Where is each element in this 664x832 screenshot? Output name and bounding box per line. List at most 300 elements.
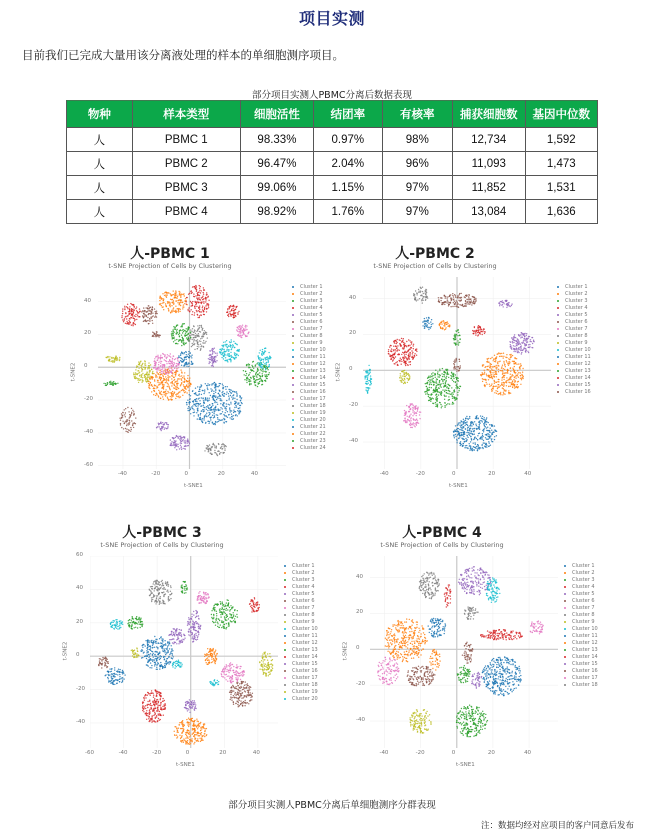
header-species: 物种 [67,101,133,128]
legend-label: Cluster 12 [572,639,598,646]
table-cell: 11,852 [452,176,525,200]
legend-label: Cluster 15 [565,381,591,388]
legend-item [564,590,598,597]
y-tick-label: 40 [356,573,363,580]
x-axis-label: t-SNE1 [176,762,195,768]
legend-label: Cluster 13 [565,367,591,374]
table-cell: 人 [67,176,133,200]
legend-label: Cluster 3 [572,576,595,583]
header-sample-type: 样本类型 [132,101,240,128]
table-row [67,128,598,152]
table-row [67,152,598,176]
legend-dot-icon [292,447,294,449]
legend-label: Cluster 8 [292,611,315,618]
y-tick-label: 20 [76,618,83,625]
table-cell: PBMC 3 [132,176,240,200]
table-cell: 13,084 [452,200,525,224]
footnote: 注：数据均经对应项目的客户同意后发布 [480,821,634,831]
tsne-chart-1 [70,243,335,503]
scatter-plot-area [370,556,558,748]
legend-item [557,353,591,360]
legend-dot-icon [284,649,286,651]
legend-dot-icon [284,670,286,672]
legend-label: Cluster 14 [292,653,318,660]
legend-dot-icon [292,363,294,365]
legend-item [564,625,598,632]
x-tick-label: 0 [452,471,456,477]
x-tick-label: -40 [118,750,128,756]
legend-label: Cluster 12 [300,360,326,367]
legend-item [284,590,318,597]
legend-label: Cluster 9 [300,339,323,346]
table-cell: 1.76% [313,200,382,224]
legend-label: Cluster 4 [572,583,595,590]
y-tick-label: -20 [84,396,93,403]
y-tick-label: -40 [84,428,93,435]
legend-label: Cluster 7 [572,604,595,611]
legend-label: Cluster 1 [565,283,588,290]
table-caption: 部分项目实测人PBMC分离后数据表现 [251,90,413,101]
legend-item [564,618,598,625]
x-tick-label: -60 [85,750,94,756]
legend-label: Cluster 6 [572,597,595,604]
legend-dot-icon [284,614,286,616]
legend-dot-icon [284,586,286,588]
x-tick-label: 40 [252,750,260,756]
legend-label: Cluster 11 [572,632,598,639]
chart-legend [284,562,318,702]
legend-label: Cluster 13 [292,646,318,653]
y-axis-label: t-SNE2 [335,362,342,382]
legend-label: Cluster 16 [300,388,326,395]
legend-item [557,388,591,395]
legend-dot-icon [292,419,294,421]
legend-dot-icon [557,307,559,309]
legend-dot-icon [284,600,286,602]
legend-label: Cluster 5 [300,311,323,318]
y-tick-label: -20 [356,681,365,688]
legend-item [292,374,326,381]
legend-item [292,437,326,444]
y-tick-label: 0 [76,652,80,659]
chart-legend [557,283,591,395]
legend-item [557,318,591,325]
table-cell: PBMC 1 [132,128,240,152]
y-axis-label: t-SNE2 [342,641,349,661]
legend-item [557,374,591,381]
legend-item [284,618,318,625]
chart-title: 人-PBMC 2 [395,246,475,262]
table-row [67,200,598,224]
legend-item [284,674,318,681]
table-cell: 1,636 [525,200,597,224]
table-cell: 人 [67,128,133,152]
scatter-plot-area [363,277,551,469]
tsne-chart-4 [342,522,607,782]
x-tick-label: 0 [185,750,190,756]
table-cell: 1.15% [313,176,382,200]
x-tick-label: 20 [488,471,496,477]
legend-item [292,297,326,304]
legend-label: Cluster 2 [565,290,588,297]
y-axis-label: t-SNE2 [62,641,69,661]
x-tick-label: -40 [379,750,389,756]
x-tick-label: 20 [219,750,227,756]
legend-item [284,583,318,590]
y-tick-label: 0 [349,366,353,373]
x-tick-label: -40 [379,471,389,477]
y-tick-label: 40 [76,585,83,592]
legend-dot-icon [564,649,566,651]
legend-dot-icon [284,579,286,581]
legend-label: Cluster 1 [572,562,595,569]
page-title: 项目实测 [298,9,365,28]
table-cell: 98.92% [240,200,313,224]
pbmc-data-table [66,100,598,224]
legend-dot-icon [564,635,566,637]
legend-dot-icon [292,398,294,400]
legend-label: Cluster 15 [292,660,318,667]
legend-item [557,297,591,304]
legend-dot-icon [557,377,559,379]
legend-item [284,611,318,618]
legend-item [564,569,598,576]
y-tick-label: 0 [356,645,360,652]
legend-dot-icon [292,405,294,407]
legend-item [564,604,598,611]
legend-dot-icon [564,593,566,595]
y-tick-label: -40 [349,438,358,445]
legend-dot-icon [292,335,294,337]
legend-item [557,339,591,346]
legend-label: Cluster 1 [300,283,323,290]
chart-title: 人-PBMC 3 [122,525,202,541]
legend-label: Cluster 17 [292,674,318,681]
legend-item [292,395,326,402]
legend-dot-icon [564,600,566,602]
legend-label: Cluster 11 [292,632,318,639]
legend-item [292,332,326,339]
table-cell: 97% [382,200,452,224]
legend-dot-icon [564,663,566,665]
legend-label: Cluster 14 [572,653,598,660]
legend-label: Cluster 7 [300,325,323,332]
y-tick-label: -60 [84,461,93,468]
legend-label: Cluster 19 [300,409,326,416]
x-axis-label: t-SNE1 [184,483,203,489]
legend-dot-icon [292,300,294,302]
x-tick-label: 40 [524,750,532,756]
table-cell: 人 [67,152,133,176]
legend-dot-icon [557,293,559,295]
legend-label: Cluster 14 [300,374,326,381]
y-tick-label: 60 [76,552,83,558]
legend-item [557,360,591,367]
x-tick-label: 20 [487,750,495,756]
legend-label: Cluster 20 [292,695,318,702]
chart-subtitle: t-SNE Projection of Cells by Clustering [373,262,497,270]
x-axis-label: t-SNE1 [456,762,475,768]
y-tick-label: 20 [356,609,363,616]
scatter-plot-area [90,556,278,748]
legend-item [292,367,326,374]
legend-label: Cluster 5 [572,590,595,597]
legend-item [557,290,591,297]
table-cell: 99.06% [240,176,313,200]
header-captured-cells: 捕获细胞数 [452,101,525,128]
legend-label: Cluster 17 [300,395,326,402]
table-cell: 人 [67,200,133,224]
legend-dot-icon [557,300,559,302]
tsne-chart-2 [335,243,600,503]
legend-label: Cluster 4 [292,583,315,590]
legend-dot-icon [557,286,559,288]
legend-label: Cluster 3 [565,297,588,304]
x-tick-label: -20 [415,750,425,756]
legend-label: Cluster 21 [300,423,326,430]
legend-label: Cluster 5 [565,311,588,318]
x-tick-label: 40 [251,471,259,477]
legend-dot-icon [292,307,294,309]
legend-item [292,360,326,367]
legend-label: Cluster 6 [565,318,588,325]
table-cell: 98.33% [240,128,313,152]
legend-label: Cluster 4 [565,304,588,311]
legend-dot-icon [284,677,286,679]
legend-item [284,653,318,660]
legend-dot-icon [292,440,294,442]
legend-label: Cluster 6 [300,318,323,325]
legend-item [564,653,598,660]
legend-item [292,290,326,297]
header-viability: 细胞活性 [240,101,313,128]
legend-dot-icon [284,663,286,665]
legend-item [564,646,598,653]
legend-item [292,402,326,409]
x-tick-label: -20 [152,750,162,756]
legend-item [564,611,598,618]
chart-subtitle: t-SNE Projection of Cells by Clustering [380,541,504,549]
table-cell: 97% [382,176,452,200]
legend-item [292,318,326,325]
table-cell: 0.97% [313,128,382,152]
legend-item [284,646,318,653]
legend-dot-icon [284,607,286,609]
legend-dot-icon [292,370,294,372]
figure-caption: 部分项目实测人PBMC分离后单细胞测序分群表现 [228,800,436,811]
scatter-plot-area [98,277,286,469]
legend-item [564,667,598,674]
tsne-chart-3 [62,522,327,782]
legend-dot-icon [564,677,566,679]
legend-item [557,283,591,290]
x-axis-label: t-SNE1 [449,483,468,489]
x-tick-label: 20 [217,471,225,477]
chart-legend [564,562,598,688]
intro-text: 目前我们已完成大量用该分离液处理的样本的单细胞测序项目。 [22,48,344,62]
legend-item [564,576,598,583]
legend-item [564,583,598,590]
y-tick-label: -20 [76,685,85,692]
legend-item [284,667,318,674]
legend-dot-icon [292,391,294,393]
legend-label: Cluster 2 [572,569,595,576]
legend-label: Cluster 20 [300,416,326,423]
legend-item [292,346,326,353]
legend-item [284,604,318,611]
table-header-row [67,101,598,128]
table-cell: 12,734 [452,128,525,152]
x-tick-label: -40 [117,471,127,477]
legend-dot-icon [284,684,286,686]
x-tick-label: -20 [415,471,425,477]
legend-label: Cluster 1 [292,562,315,569]
x-tick-label: -20 [151,471,161,477]
legend-label: Cluster 12 [565,360,591,367]
y-axis-label: t-SNE2 [70,362,77,382]
legend-item [284,597,318,604]
table-cell: 2.04% [313,152,382,176]
legend-dot-icon [292,321,294,323]
y-tick-label: 20 [84,330,91,337]
legend-label: Cluster 5 [292,590,315,597]
legend-dot-icon [292,293,294,295]
legend-dot-icon [557,384,559,386]
legend-item [557,367,591,374]
legend-dot-icon [564,614,566,616]
legend-item [564,660,598,667]
legend-label: Cluster 9 [565,339,588,346]
chart-title: 人-PBMC 1 [130,246,210,262]
x-tick-label: 0 [451,750,456,756]
table-cell: 1,473 [525,152,597,176]
legend-label: Cluster 22 [300,430,326,437]
legend-item [292,416,326,423]
legend-label: Cluster 9 [292,618,315,625]
legend-dot-icon [284,621,286,623]
legend-dot-icon [284,656,286,658]
legend-dot-icon [557,342,559,344]
legend-label: Cluster 2 [292,569,315,576]
legend-dot-icon [557,391,559,393]
chart-subtitle: t-SNE Projection of Cells by Clustering [100,541,224,549]
legend-dot-icon [284,691,286,693]
table-cell: 1,592 [525,128,597,152]
legend-label: Cluster 23 [300,437,326,444]
legend-dot-icon [292,349,294,351]
legend-item [292,409,326,416]
legend-item [557,381,591,388]
legend-label: Cluster 12 [292,639,318,646]
legend-label: Cluster 3 [300,297,323,304]
legend-label: Cluster 7 [292,604,315,611]
legend-dot-icon [292,426,294,428]
legend-label: Cluster 8 [300,332,323,339]
header-aggregation-rate: 结团率 [313,101,382,128]
legend-dot-icon [564,642,566,644]
header-median-genes: 基因中位数 [525,101,597,128]
legend-label: Cluster 16 [572,667,598,674]
legend-label: Cluster 18 [572,681,598,688]
table-cell: 96% [382,152,452,176]
y-tick-label: 40 [84,297,91,304]
legend-item [557,304,591,311]
y-tick-label: -40 [356,717,365,724]
y-tick-label: 40 [349,294,356,301]
legend-item [292,353,326,360]
x-tick-label: 40 [524,471,532,477]
legend-item [564,597,598,604]
legend-dot-icon [564,621,566,623]
table-cell: 96.47% [240,152,313,176]
table-cell: PBMC 2 [132,152,240,176]
legend-item [557,332,591,339]
legend-dot-icon [284,565,286,567]
x-tick-label: 0 [184,471,188,477]
legend-label: Cluster 9 [572,618,595,625]
legend-item [284,660,318,667]
legend-dot-icon [292,314,294,316]
legend-dot-icon [564,628,566,630]
legend-dot-icon [564,684,566,686]
legend-item [564,674,598,681]
legend-label: Cluster 10 [565,346,591,353]
legend-dot-icon [564,656,566,658]
legend-label: Cluster 11 [565,353,591,360]
legend-label: Cluster 16 [565,388,591,395]
legend-item [284,569,318,576]
legend-label: Cluster 15 [300,381,326,388]
legend-label: Cluster 18 [292,681,318,688]
legend-label: Cluster 2 [300,290,323,297]
legend-label: Cluster 24 [300,444,326,451]
legend-dot-icon [284,635,286,637]
legend-label: Cluster 15 [572,660,598,667]
legend-dot-icon [292,384,294,386]
legend-dot-icon [564,586,566,588]
legend-dot-icon [564,607,566,609]
table-cell: 98% [382,128,452,152]
legend-label: Cluster 7 [565,325,588,332]
header-nucleated-rate: 有核率 [382,101,452,128]
legend-dot-icon [564,565,566,567]
table-cell: PBMC 4 [132,200,240,224]
legend-label: Cluster 13 [300,367,326,374]
legend-item [292,325,326,332]
legend-dot-icon [564,670,566,672]
chart-subtitle: t-SNE Projection of Cells by Clustering [108,262,232,270]
legend-item [284,576,318,583]
legend-dot-icon [292,342,294,344]
legend-item [284,562,318,569]
legend-item [557,311,591,318]
chart-title: 人-PBMC 4 [402,525,482,541]
legend-label: Cluster 14 [565,374,591,381]
legend-dot-icon [292,377,294,379]
legend-dot-icon [284,642,286,644]
legend-label: Cluster 17 [572,674,598,681]
legend-dot-icon [557,370,559,372]
legend-dot-icon [284,593,286,595]
legend-item [292,423,326,430]
legend-label: Cluster 10 [300,346,326,353]
legend-item [557,325,591,332]
y-tick-label: 20 [349,330,356,337]
table-cell: 1,531 [525,176,597,200]
legend-dot-icon [292,433,294,435]
legend-item [564,632,598,639]
legend-label: Cluster 19 [292,688,318,695]
